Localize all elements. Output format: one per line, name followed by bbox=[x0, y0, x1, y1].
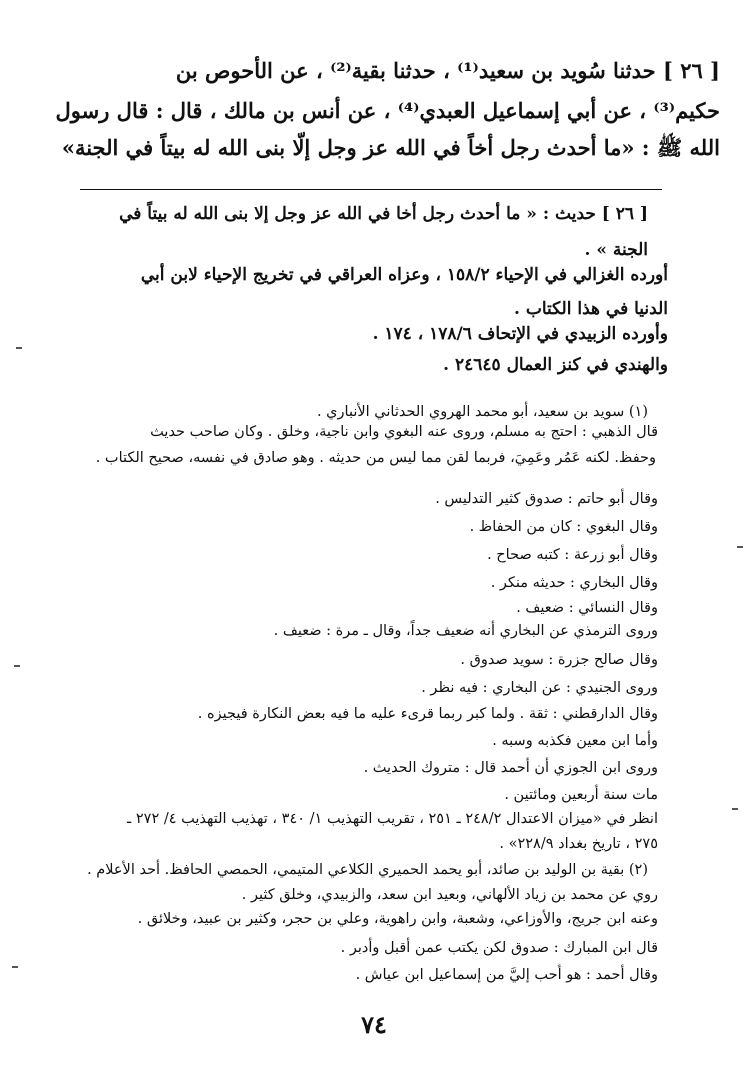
note-line-5: وقال البغوي : كان من الحفاظ . bbox=[469, 519, 658, 535]
note-line-21: قال ابن المبارك : صدوق لكن يكتب عمن أقبل وأدبر . bbox=[340, 940, 658, 956]
note-line-7: وقال البخاري : حديثه منكر . bbox=[490, 575, 658, 591]
takhrij-line-2: الجنة » . bbox=[584, 240, 648, 260]
takhrij-line-4: الدنيا في هذا الكتاب . bbox=[514, 299, 668, 319]
note-line-13: وأما ابن معين فكذبه وسبه . bbox=[492, 733, 658, 749]
takhrij-line-1: [ ٢٦ ] حديث : « ما أحدث رجل أخا في الله عز وجل إلا بنى الله له بيتاً في bbox=[119, 204, 648, 224]
takhrij-line-6: والهندي في كنز العمال ٢٤٦٤٥ . bbox=[443, 355, 668, 375]
note-line-11: وروى الجنيدي : عن البخاري : فيه نظر . bbox=[421, 680, 658, 696]
note-line-1: (١) سويد بن سعيد، أبو محمد الهروي الحدثاني الأنباري . bbox=[316, 404, 648, 420]
margin-mark bbox=[16, 347, 22, 349]
margin-mark bbox=[732, 808, 738, 810]
note-line-22: وقال أحمد : هو أحب إليَّ من إسماعيل ابن عياش . bbox=[355, 967, 658, 983]
page-number: ٧٤ bbox=[361, 1010, 387, 1039]
hadith-line-2: حكيم⁽³⁾ ، عن أبي إسماعيل العبدي⁽⁴⁾ ، عن أنس بن مالك ، قال : قال رسول bbox=[55, 98, 720, 123]
note-line-18: (٢) بقية بن الوليد بن صائد، أبو يحمد الحميري الكلاعي المتيمي، الحمصي الحافظ. أحد الأعلام . bbox=[87, 862, 648, 878]
note-line-16: انظر في «ميزان الاعتدال ٢٤٨/٢ ـ ٢٥١ ، تقريب التهذيب ١/ ٣٤٠ ، تهذيب التهذيب ٤/ ٢٧٢ ـ bbox=[127, 811, 658, 827]
note-line-12: وقال الدارقطني : ثقة . ولما كبر ربما قرىء عليه ما فيه بعض النكارة فيجيزه . bbox=[197, 706, 658, 722]
note-line-6: وقال أبو زرعة : كتبه صحاح . bbox=[487, 547, 658, 563]
note-line-17: ٢٧٥ ، تاريخ بغداد ٢٢٨/٩» . bbox=[499, 836, 658, 852]
note-line-2: قال الذهبي : احتج به مسلم، وروى عنه البغوي وابن ناجية، وخلق . وكان صاحب حديث bbox=[150, 424, 658, 440]
separator-rule bbox=[80, 189, 662, 190]
takhrij-line-3: أورده الغزالي في الإحياء ١٥٨/٢ ، وعزاه العراقي في تخريج الإحياء لابن أبي bbox=[140, 265, 668, 285]
takhrij-line-5: وأورده الزبيدي في الإتحاف ١٧٨/٦ ، ١٧٤ . bbox=[372, 324, 668, 344]
note-line-20: وعنه ابن جريج، والأوزاعي، وشعبة، وابن راهوية، وعلي بن حجر، وكثير بن عبيد، وخلائق . bbox=[137, 911, 658, 927]
note-line-4: وقال أبو حاتم : صدوق كثير التدليس . bbox=[435, 491, 658, 507]
margin-mark bbox=[14, 665, 20, 667]
hadith-line-3: الله ﷺ : «ما أحدث رجل أخاً في الله عز وجل إلّا بنى الله له بيتاً في الجنة» bbox=[61, 135, 720, 160]
note-line-14: وروى ابن الجوزي أن أحمد قال : متروك الحديث . bbox=[363, 760, 658, 776]
note-line-9: وروى الترمذي عن البخاري أنه ضعيف جداً، وقال ـ مرة : ضعيف . bbox=[273, 623, 658, 639]
note-line-19: روي عن محمد بن زياد الألهاني، وبعيد ابن سعد، والزبيدي، وخلق كثير . bbox=[241, 887, 658, 903]
margin-mark bbox=[12, 966, 18, 968]
hadith-line-1: [ ٢٦ ] حدثنا سُويد بن سعيد⁽¹⁾ ، حدثنا بقية⁽²⁾ ، عن الأحوص بن bbox=[175, 58, 720, 83]
note-line-10: وقال صالح جزرة : سويد صدوق . bbox=[460, 652, 658, 668]
note-line-8: وقال النسائي : ضعيف . bbox=[516, 600, 658, 616]
note-line-3: وحفظ. لكنه عَمُر وعَمِيَ، فربما لقن مما ليس من حديثه . وهو صادق في نفسه، صحيح الكتاب . bbox=[95, 450, 656, 466]
margin-mark bbox=[737, 546, 743, 548]
note-line-15: مات سنة أربعين ومائتين . bbox=[504, 787, 658, 803]
